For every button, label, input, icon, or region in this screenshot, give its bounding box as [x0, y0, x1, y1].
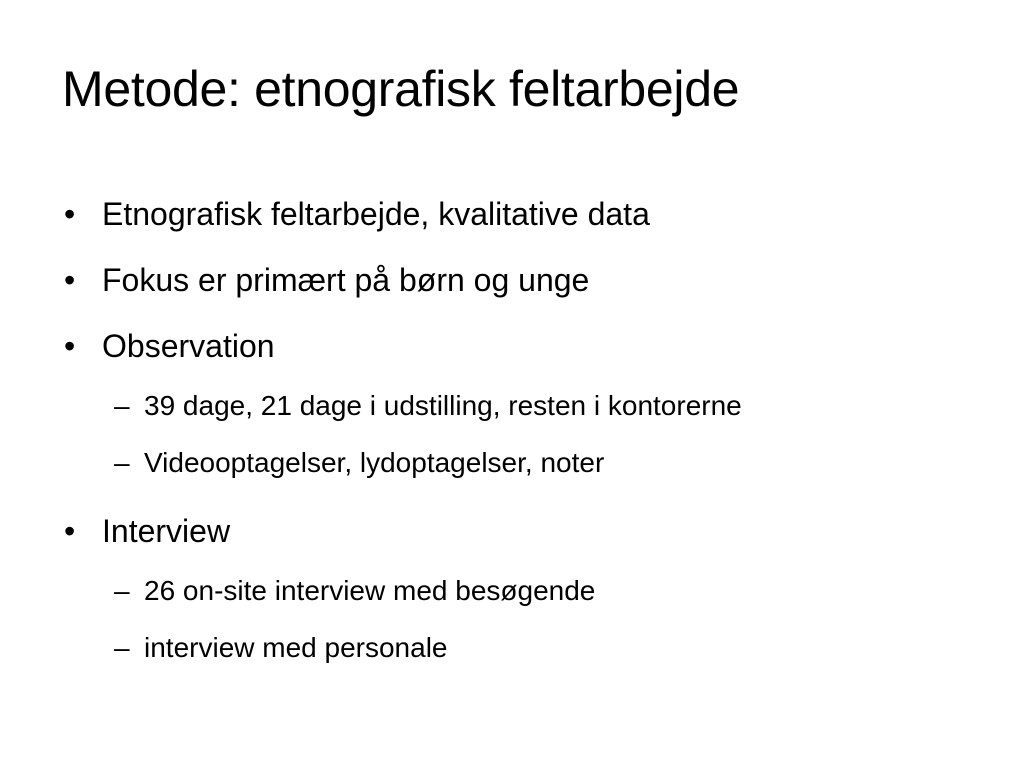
bullet-marker: • [64, 328, 76, 364]
sub-bullet-item [62, 628, 982, 685]
bullet-marker: • [64, 513, 76, 549]
slide-title: Metode: etnografisk feltarbejde [62, 61, 740, 117]
sub-bullet-marker: – [114, 447, 130, 478]
sub-bullet-text: 26 on-site interview med besøgende [144, 575, 596, 606]
sub-bullet-marker: – [114, 390, 130, 421]
sub-bullet-item [62, 571, 982, 628]
sub-bullet-item [62, 386, 982, 443]
bullet-item [62, 254, 982, 320]
bullet-item [62, 188, 982, 254]
sub-bullet-item [62, 443, 982, 505]
bullet-text: Fokus er primært på børn og unge [102, 262, 590, 298]
bullet-text: Etnografisk feltarbejde, kvalitative data [102, 196, 650, 232]
bullet-item [62, 505, 982, 571]
sub-bullet-text: 39 dage, 21 dage i udstilling, resten i kontorerne [144, 390, 742, 421]
bullet-marker: • [64, 196, 76, 232]
sub-bullet-text: Videooptagelser, lydoptagelser, noter [144, 447, 605, 478]
bullet-marker: • [64, 262, 76, 298]
bullet-item [62, 320, 982, 386]
bullet-text: Observation [102, 328, 275, 364]
sub-bullet-text: interview med personale [144, 632, 448, 663]
bullet-text: Interview [102, 513, 231, 549]
sub-bullet-marker: – [114, 575, 130, 606]
sub-bullet-marker: – [114, 632, 130, 663]
bullet-list [62, 188, 982, 685]
